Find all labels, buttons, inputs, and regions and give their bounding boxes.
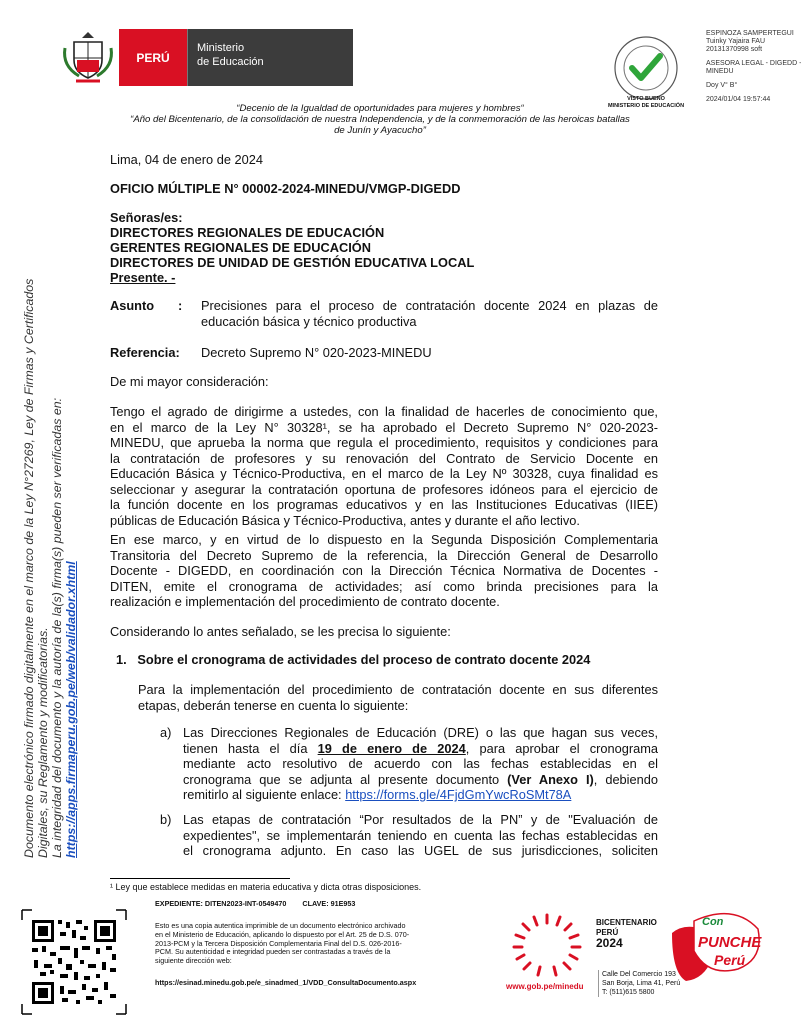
deadline-date: 19 de enero de 2024 — [317, 740, 466, 756]
p1-line: la contratación de profesores y su renovación del Contrato de Servicio Docente en — [110, 450, 658, 466]
p2-line: Transitoria del Decreto Supremo de la referencia, la Dirección General de Desarrollo — [110, 547, 658, 563]
ministry-line2: de Educación — [197, 56, 264, 68]
asunto-colon: : — [178, 298, 183, 313]
sign-line: Doy V° B° — [706, 82, 738, 89]
item-a-marker: a) — [160, 725, 172, 740]
sign-line: MINEDU — [706, 68, 734, 75]
ministry-line1: Ministerio — [197, 42, 245, 54]
referencia-label: Referencia: — [110, 345, 180, 360]
sign-line: 20131370998 soft — [706, 46, 763, 53]
p1-line: Tengo el agrado de dirigirme a ustedes, con la finalidad de hacerles de conocimiento que, — [110, 404, 658, 419]
motto-line3: de Junín y Ayacucho” — [334, 125, 426, 136]
asunto-line2: educación básica y técnico productiva — [201, 314, 417, 329]
p2-line: DITEN, emite el cronograma de actividades; así como brinda precisiones para la — [110, 578, 658, 594]
expediente-line: EXPEDIENTE: DITEN2023-INT-0549470 CLAVE: 91E953 — [155, 899, 356, 908]
asunto-label: Asunto — [110, 298, 155, 313]
minedu-website[interactable]: www.gob.pe/minedu — [506, 982, 584, 991]
authenticity-text — [155, 922, 495, 966]
a-line4-pre: cronograma que se adjunta al presente documento — [183, 771, 508, 787]
greeting: De mi mayor consideración: — [110, 374, 269, 389]
asunto-line1: Precisiones para el proceso de contratación docente 2024 en plazas de — [201, 298, 658, 313]
p1-line: seleccionar y asegurar la contratación oportuna de profesores idóneos para el ejercicio de — [110, 481, 658, 497]
digital-signature-block — [706, 30, 801, 104]
side-line1: Documento electrónico firmado digitalmente en el marco de la Ley N°27269, Ley de Firmas y Certificados Digitales, su Reglamento y modificatorias. — [22, 278, 50, 858]
sign-line: 2024/01/04 19:57:44 — [706, 96, 771, 103]
peru-label: PERÚ — [119, 29, 187, 86]
a-line: mediante acto resolutivo de acuerdo con las fechas establecidas en el — [183, 756, 658, 771]
side-line2 — [50, 238, 78, 858]
a-line5-pre: remitirlo al siguiente enlace: — [183, 787, 346, 802]
desc-line: Esto es una copia autentica imprimible de un documento electrónico archivado — [155, 921, 406, 930]
b-line: el cronograma adjunto. En caso las UGEL de sus jurisdicciones, soliciten — [183, 843, 658, 858]
svg-text:Con: Con — [702, 916, 724, 928]
addressee-1: DIRECTORES REGIONALES DE EDUCACIÓN — [110, 225, 385, 240]
a-line: Las Direcciones Regionales de Educación (DRE) o las que hagan sus veces, — [183, 725, 658, 740]
address-line: San Borja, Lima 41, Perú — [602, 980, 681, 987]
p1-line: Educación Básica y Técnico-Productiva, en el marco de la Ley Nº 30328, cuya finalidad es — [110, 466, 658, 481]
validator-link[interactable]: https://apps.firmaperu.gob.pe/web/validador.xhtml — [64, 561, 78, 858]
letter-date: Lima, 04 de enero de 2024 — [110, 152, 263, 167]
sec1-line: Para la implementación del procedimiento de contratación docente en sus diferentes — [138, 682, 658, 697]
p1-line: en el marco de la Ley N° 30328¹, se ha aprobado el Decreto Supremo N° 020-2023- — [110, 419, 658, 435]
section-1-paragraph — [138, 682, 658, 713]
sign-line: Tuinky Yajaira FAU — [706, 38, 766, 45]
a-line4-post: , debiendo — [593, 771, 658, 787]
desc-line: 2013-PCM y la Tercera Disposición Complementaria Final del D.S. 026-2016- — [155, 938, 402, 948]
bicentenario-logo — [502, 905, 592, 980]
address-line: T: (511)615 5800 — [602, 989, 655, 996]
sign-line: ESPINOZA SAMPERTEGUI — [706, 30, 794, 37]
sec1-line: etapas, deberán tenerse en cuenta lo siguiente: — [138, 697, 409, 713]
a-line4 — [183, 772, 658, 788]
paragraph-1 — [110, 404, 658, 528]
svg-text:PUNCHE: PUNCHE — [698, 934, 762, 951]
ministry-address — [598, 970, 680, 997]
p1-line: la función docente en los programas educativos y en las Instituciones Educativas (IIEE) — [110, 497, 658, 512]
p2-line: realización e implementación del procedimiento de contrato docente. — [110, 594, 500, 609]
ministry-label — [187, 29, 353, 86]
address-line: Calle Del Comercio 193 — [602, 971, 676, 978]
side-validation-text — [22, 238, 78, 858]
paragraph-2 — [110, 532, 658, 610]
presente-label: Presente. - — [110, 270, 176, 285]
p2-line: Docente - DIGEDD, en coordinación con la Dirección Técnica Normativa de Docentes - — [110, 563, 658, 578]
qr-code — [20, 908, 128, 1016]
a-line2-pre: tienen hasta el día — [183, 740, 318, 756]
sign-line: ASESORA LEGAL - DIGEDD - — [706, 60, 801, 67]
verification-url[interactable]: https://esinad.minedu.gob.pe/e_sinadmed_1/VDD_ConsultaDocumento.aspx — [155, 978, 417, 987]
motto-line1: “Decenio de la Igualdad de oportunidades para mujeres y hombres“ — [236, 103, 524, 114]
side-line2-prefix: La integridad del documento y la autoría de la(s) firma(s) pueden ser verificadas en: — [50, 397, 64, 858]
footnote: ¹ Ley que establece medidas en materia educativa y dicta otras disposiciones. — [110, 882, 422, 892]
motto-line2: “Año del Bicentenario, de la consolidación de nuestra Independencia, y de la conmemoración de las heroicas batallas — [130, 114, 630, 125]
p1-line: públicas de Educación Básica y Técnico-Productiva, antes y durante el año lectivo. — [110, 512, 580, 528]
bicentenario-line2: PERÚ — [596, 928, 619, 937]
annex-reference: (Ver Anexo I) — [507, 771, 594, 787]
item-a-text — [183, 725, 658, 803]
paragraph-3: Considerando lo antes señalado, se les precisa lo siguiente: — [110, 624, 451, 639]
oficio-number: OFICIO MÚLTIPLE N° 00002-2024-MINEDU/VMGP-DIGEDD — [110, 181, 461, 196]
bicentenario-year: 2024 — [596, 936, 623, 950]
salutation-label: Señoras/es: — [110, 210, 183, 225]
addressee-3: DIRECTORES DE UNIDAD DE GESTIÓN EDUCATIVA LOCAL — [110, 255, 475, 270]
stamp-caption-1: VISTO BUENO — [627, 96, 665, 102]
a-line5 — [183, 787, 658, 803]
bicentenario-text — [596, 918, 657, 948]
a-line2-post: , para aprobar el cronograma — [465, 740, 658, 756]
referencia-text: Decreto Supremo N° 020-2023-MINEDU — [201, 345, 432, 360]
svg-text:Perú: Perú — [714, 952, 746, 968]
desc-line: PCM. Su autenticidad e integridad pueden ser contrastadas a través de la — [155, 947, 391, 957]
bicentenario-line1: BICENTENARIO — [596, 918, 657, 927]
p2-line: En ese marco, y en virtud de lo dispuesto en la Segunda Disposición Complementaria — [110, 532, 658, 547]
p1-line: MINEDU, que aprueba la norma que regula el procedimiento, requisitos y condiciones para — [110, 435, 658, 450]
coat-of-arms-logo — [62, 30, 114, 84]
addressee-2: GERENTES REGIONALES DE EDUCACIÓN — [110, 240, 371, 255]
item-b-text — [183, 812, 658, 859]
desc-line: siguiente dirección web: — [155, 956, 232, 966]
desc-line: en el Ministerio de Educación, aplicando lo dispuesto por el Art. 25 de D.S. 070- — [155, 929, 410, 939]
footnote-divider — [110, 878, 290, 879]
b-line: Las etapas de contratación “Por resultados de la PN” y de "Evaluación de — [183, 812, 658, 827]
forms-link[interactable]: https://forms.gle/4FjdGmYwcRoSMt78A — [345, 787, 572, 802]
section-1-heading: 1. Sobre el cronograma de actividades del proceso de contrato docente 2024 — [116, 652, 591, 667]
item-b-marker: b) — [160, 812, 172, 827]
b-line: expedientes", se implementarán teniendo en cuenta las fechas establecidas en — [183, 827, 658, 843]
a-line2 — [183, 741, 658, 757]
stamp-caption-2: MINISTERIO DE EDUCACIÓN — [607, 103, 685, 109]
